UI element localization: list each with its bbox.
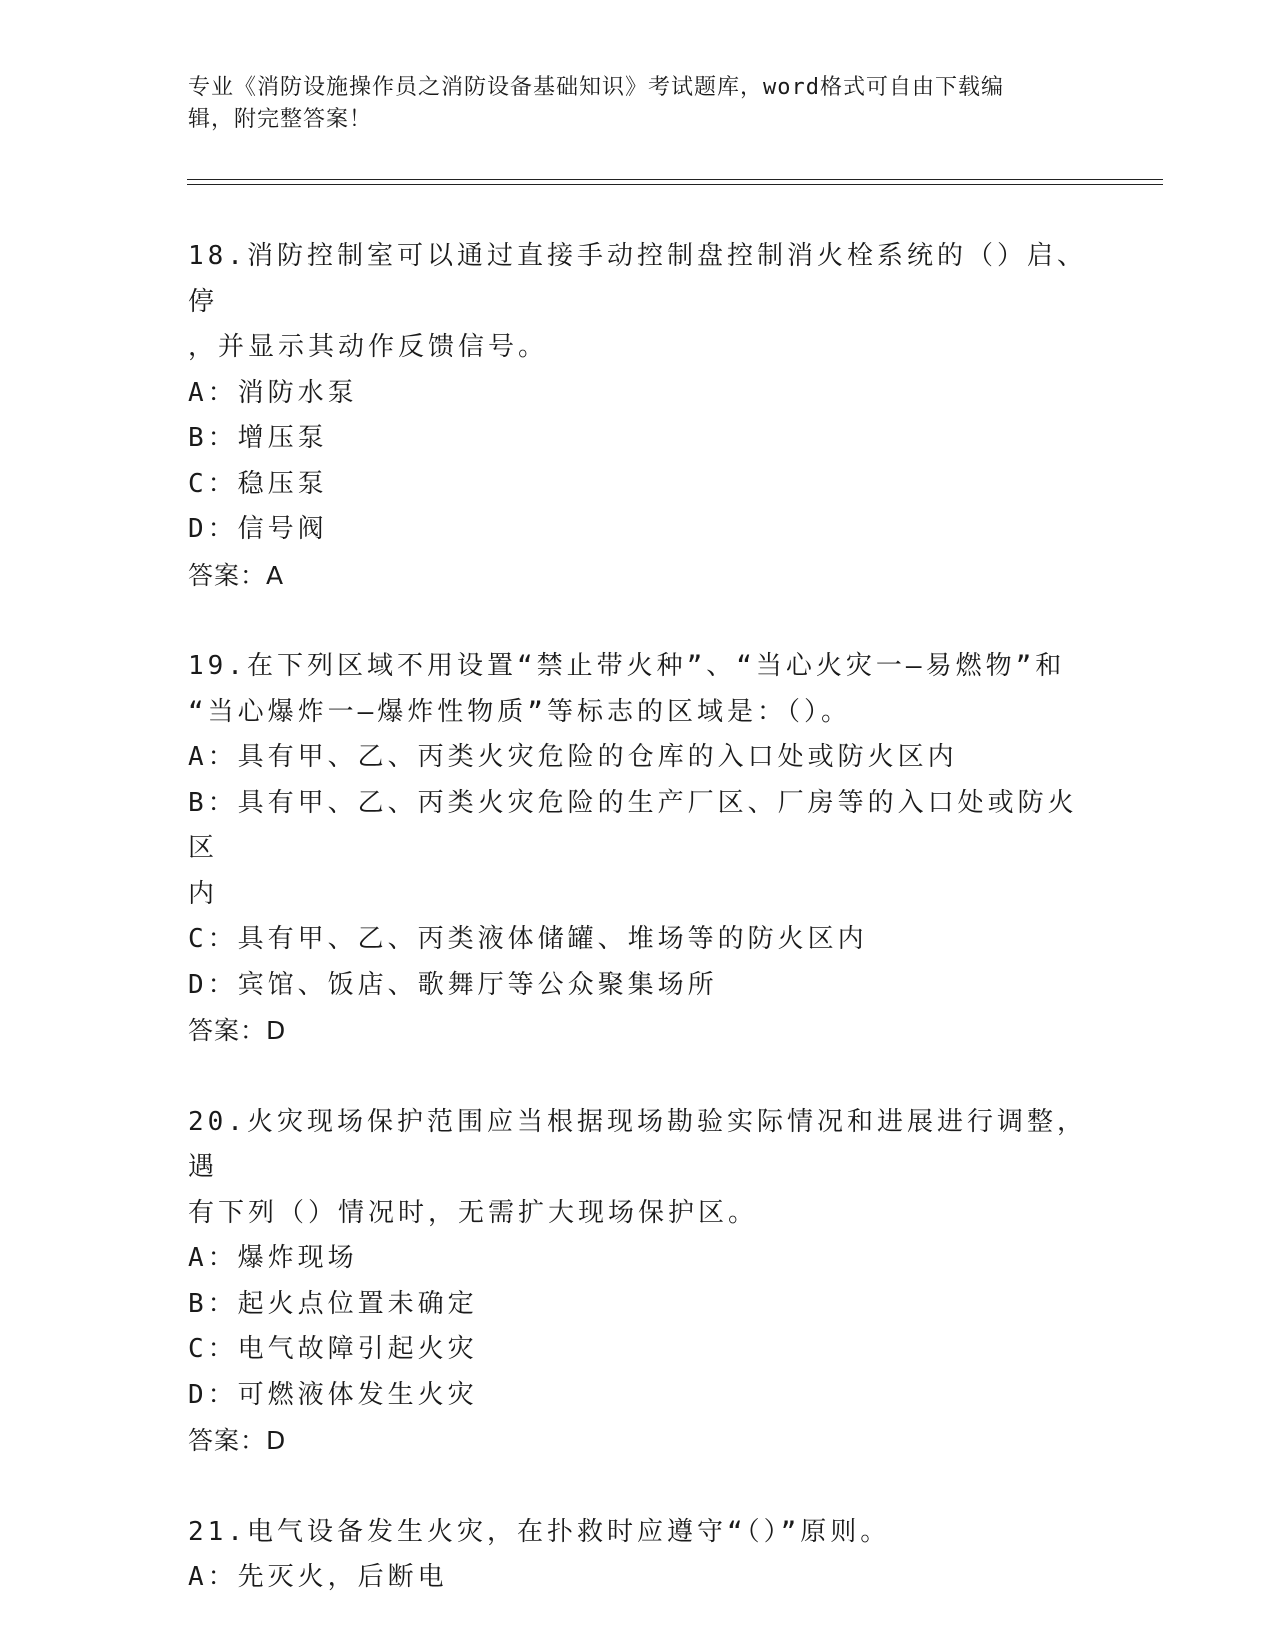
- question-stem-continued: ，并显示其动作反馈信号。: [188, 332, 549, 362]
- option-d: D：信号阀: [188, 514, 328, 544]
- document-header: [188, 72, 1088, 136]
- answer-line: 答案：A: [188, 560, 285, 590]
- question-stem: 21.电气设备发生火灾，在扑救时应遵守“（）”原则。: [188, 1516, 891, 1547]
- question-stem-continued: 有下列（）情况时，无需扩大现场保护区。: [188, 1197, 759, 1228]
- answer-line: 答案：D: [188, 1426, 287, 1455]
- question-21: [188, 1510, 1088, 1601]
- option-c: C：电气故障引起火灾: [188, 1334, 478, 1364]
- question-stem-continued: “当心爆炸一—爆炸性物质”等标志的区域是：（）。: [188, 696, 851, 727]
- option-a: A：具有甲、乙、丙类火灾危险的仓库的入口处或防火区内: [188, 742, 958, 772]
- question-stem: 18.消防控制室可以通过直接手动控制盘控制消火栓系统的（）启、停: [188, 241, 1087, 317]
- question-stem: 19.在下列区域不用设置“禁止带火种”、“当心火灾一—易燃物”和: [188, 651, 1066, 681]
- option-a: A：消防水泵: [188, 377, 358, 408]
- question-list: [188, 234, 1088, 1647]
- question-20: [188, 1100, 1088, 1464]
- option-b-continued: 内: [188, 878, 219, 909]
- question-18: [188, 234, 1088, 598]
- header-line-1: 专业《消防设施操作员之消防设备基础知识》考试题库，word格式可自由下载编: [188, 75, 1004, 100]
- question-19: [188, 644, 1088, 1054]
- option-a: A：先灭火，后断电: [188, 1562, 448, 1592]
- option-c: C：稳压泵: [188, 468, 328, 499]
- header-divider-top: [187, 179, 1163, 180]
- answer-line: 答案：D: [188, 1016, 287, 1045]
- question-stem: 20.火灾现场保护范围应当根据现场勘验实际情况和进展进行调整，遇: [188, 1106, 1087, 1182]
- option-a: A：爆炸现场: [188, 1243, 358, 1273]
- option-b: B：增压泵: [188, 423, 328, 453]
- option-c: C：具有甲、乙、丙类液体储罐、堆场等的防火区内: [188, 924, 868, 954]
- option-b: B：起火点位置未确定: [188, 1288, 478, 1319]
- header-line-2: 辑，附完整答案！: [188, 107, 373, 132]
- header-divider-bottom: [187, 184, 1163, 185]
- option-d: D：宾馆、饭店、歌舞厅等公众聚集场所: [188, 969, 718, 1000]
- option-d: D：可燃液体发生火灾: [188, 1379, 478, 1410]
- option-b: B：具有甲、乙、丙类火灾危险的生产厂区、厂房等的入口处或防火区: [188, 787, 1078, 863]
